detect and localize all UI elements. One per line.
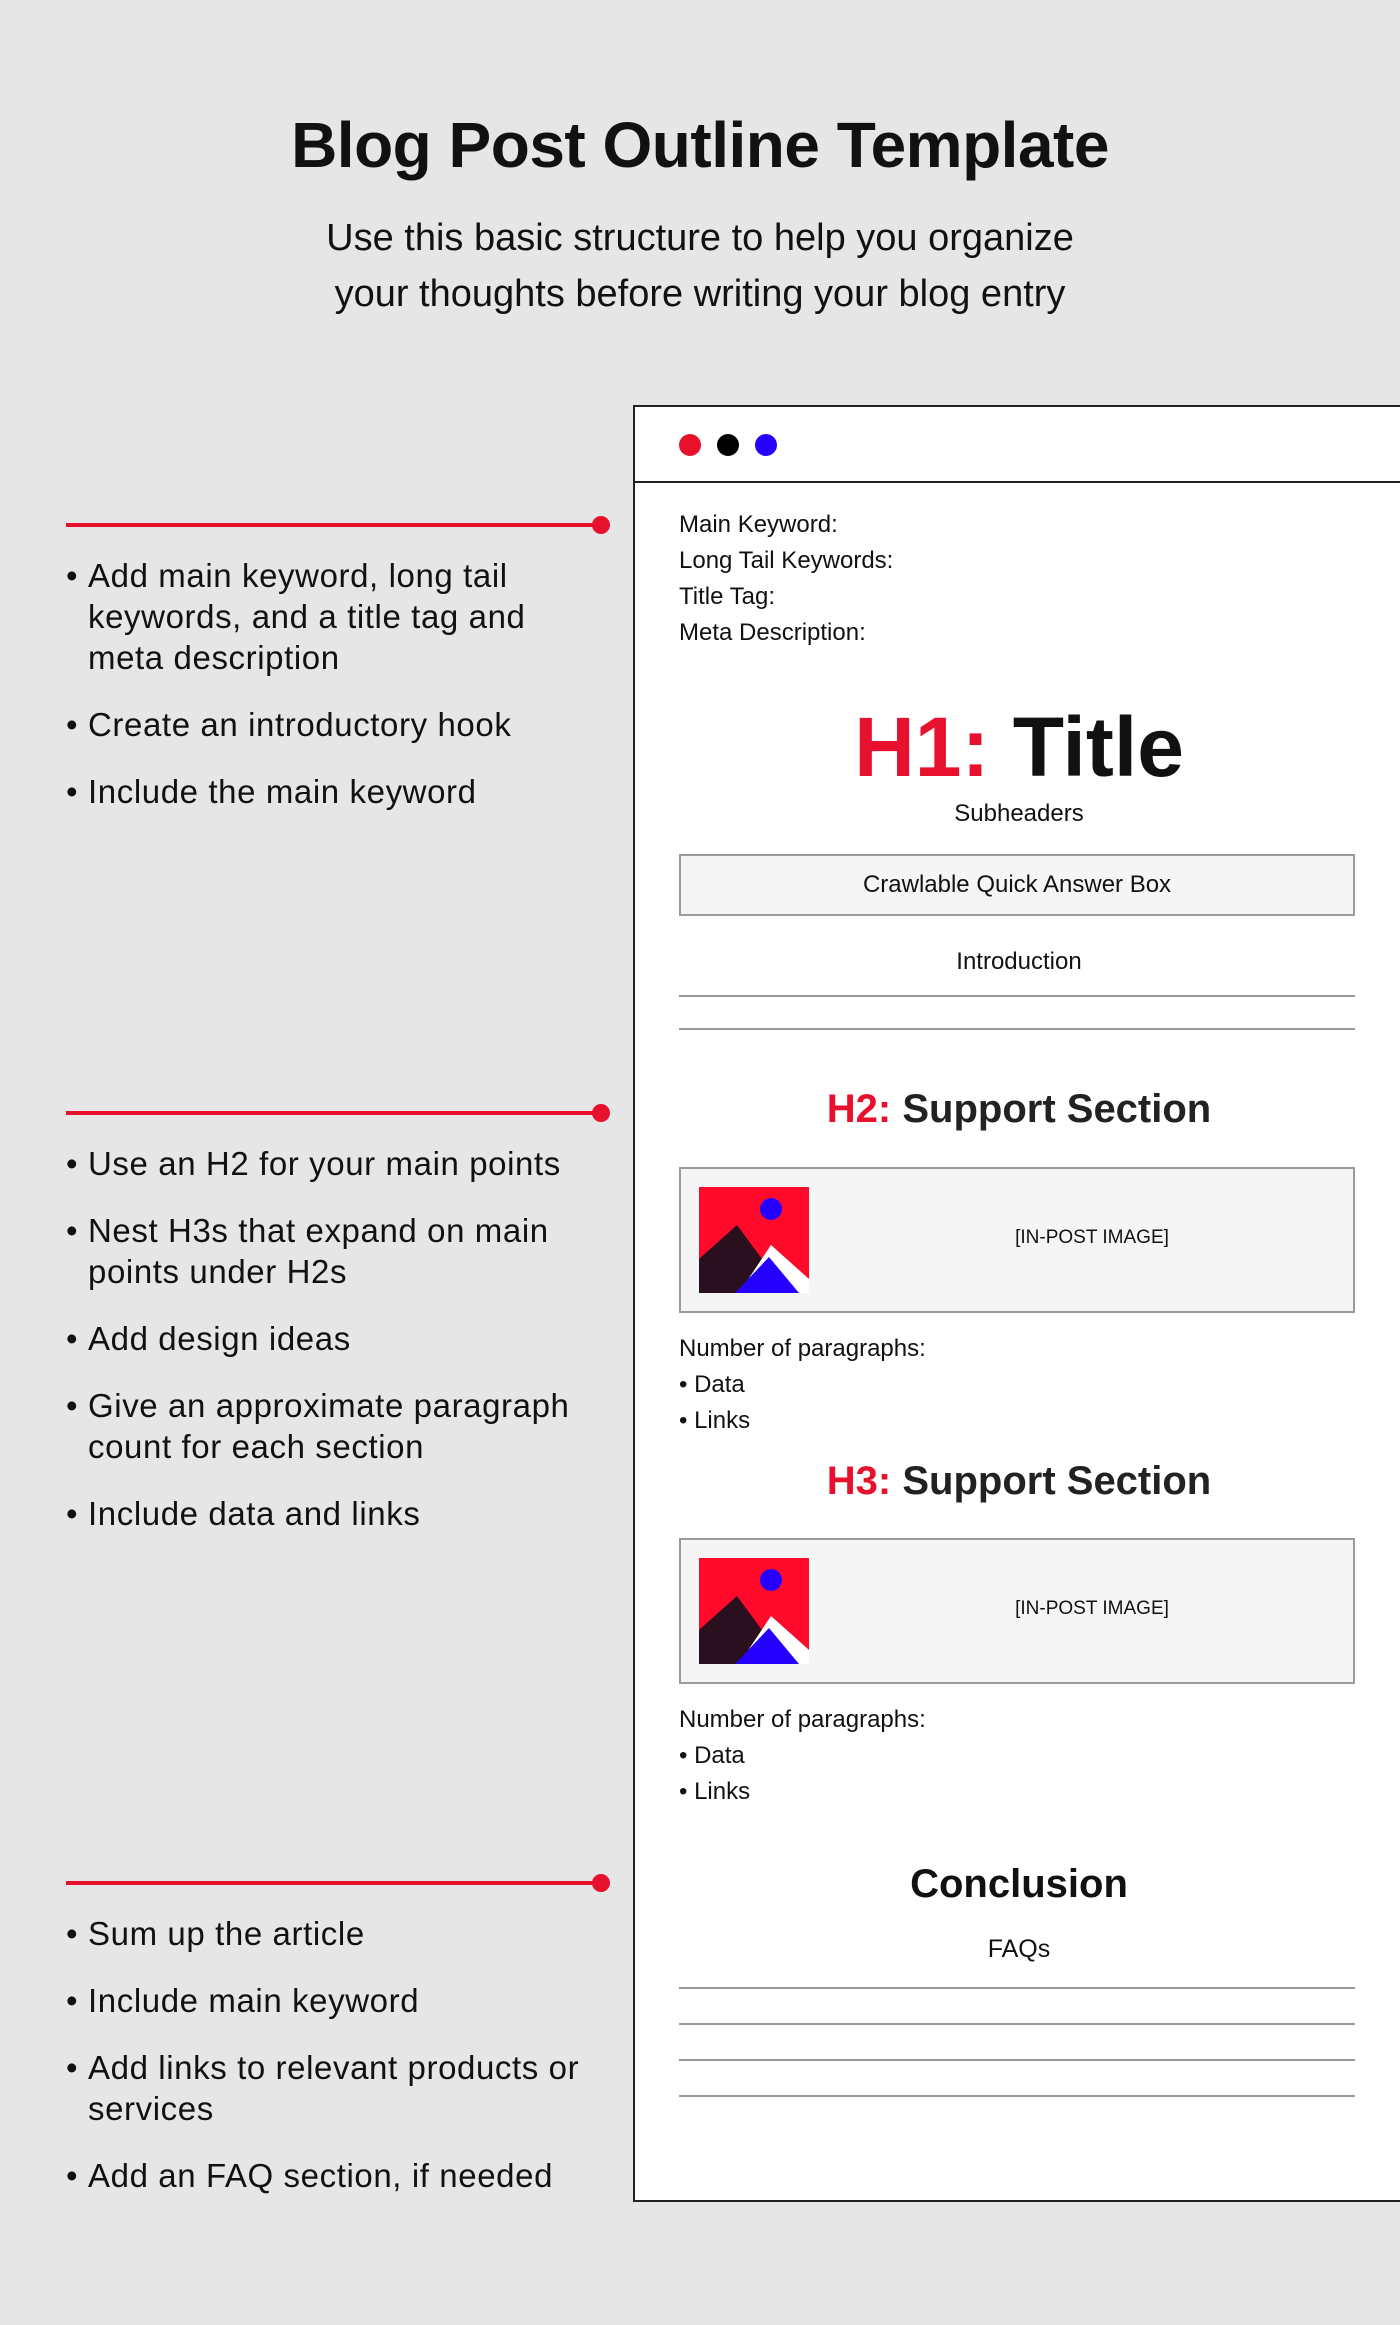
page-title: Blog Post Outline Template [291,109,1109,181]
links-bullet: • Links [679,1778,751,1805]
browser-mockup [633,405,1400,2202]
meta-long-tail: Long Tail Keywords: [679,547,894,574]
introduction-label: Introduction [956,948,1082,975]
connector-dot [592,1874,610,1892]
annotation-item: • Include data and links [66,1493,608,1534]
placeholder-line [679,2059,1355,2061]
placeholder-line [679,1987,1355,1989]
h3-tag: H3: [826,1459,892,1503]
close-dot-icon [679,434,701,456]
maximize-dot-icon [755,434,777,456]
annotation-item: • Sum up the article [66,1913,608,1954]
meta-fields [679,507,893,651]
image-placeholder-icon [699,1187,809,1293]
annotation-item: • Add an FAQ section, if needed [66,2155,608,2196]
annotation-item: • Add design ideas [66,1318,608,1359]
annotation-item: • Give an approximate paragraph count for each section [66,1385,608,1467]
annotation-body [66,1111,626,1560]
annotation-list [66,1913,626,2196]
annotation-item: • Include main keyword [66,1980,608,2021]
faqs-label: FAQs [987,1935,1051,1963]
annotation-item: • Nest H3s that expand on main points under H2s [66,1210,608,1292]
connector-line [66,1111,606,1115]
subtitle-line-2: your thoughts before writing your blog entry [334,273,1066,315]
placeholder-line [679,2095,1355,2097]
meta-main-keyword: Main Keyword: [679,511,838,538]
data-bullet: • Data [679,1371,745,1398]
paragraph-info [679,1702,926,1810]
annotation-item: • Add links to relevant products or services [66,2047,608,2129]
image-placeholder-icon [699,1558,809,1664]
placeholder-line [679,1028,1355,1030]
page-subtitle [0,210,1400,322]
annotation-item: • Use an H2 for your main points [66,1143,608,1184]
annotation-list [66,555,626,812]
h2-tag: H2: [826,1087,892,1131]
annotation-conclusion [66,1881,626,2222]
paragraphs-label: Number of paragraphs: [679,1706,926,1733]
connector-line [66,1881,606,1885]
h3-text: Support Section [902,1459,1212,1503]
in-post-image-box [679,1538,1355,1684]
minimize-dot-icon [717,434,739,456]
annotation-intro [66,523,626,838]
in-post-image-box [679,1167,1355,1313]
annotation-item: • Add main keyword, long tail keywords, and a title tag and meta description [66,555,608,678]
annotation-item: • Include the main keyword [66,771,608,812]
h3-heading [635,1459,1400,1504]
image-caption: [IN-POST IMAGE] [1015,1227,1169,1248]
meta-description: Meta Description: [679,619,866,646]
links-bullet: • Links [679,1407,751,1434]
subtitle-line-1: Use this basic structure to help you organize [326,217,1074,259]
h2-text: Support Section [902,1087,1212,1131]
h1-tag: H1: [854,700,990,794]
connector-line [66,523,606,527]
h1-heading [635,699,1400,796]
annotation-list [66,1143,626,1534]
connector-dot [592,516,610,534]
browser-titlebar [635,407,1400,483]
h1-text: Title [1012,700,1184,794]
placeholder-line [679,995,1355,997]
quick-answer-box: Crawlable Quick Answer Box [679,854,1355,916]
image-caption: [IN-POST IMAGE] [1015,1598,1169,1619]
connector-dot [592,1104,610,1122]
meta-title-tag: Title Tag: [679,583,776,610]
paragraph-info [679,1331,926,1439]
h2-heading [635,1087,1400,1132]
paragraphs-label: Number of paragraphs: [679,1335,926,1362]
data-bullet: • Data [679,1742,745,1769]
annotation-item: • Create an introductory hook [66,704,608,745]
conclusion-heading: Conclusion [910,1862,1128,1906]
subheaders-label: Subheaders [954,800,1084,827]
placeholder-line [679,2023,1355,2025]
